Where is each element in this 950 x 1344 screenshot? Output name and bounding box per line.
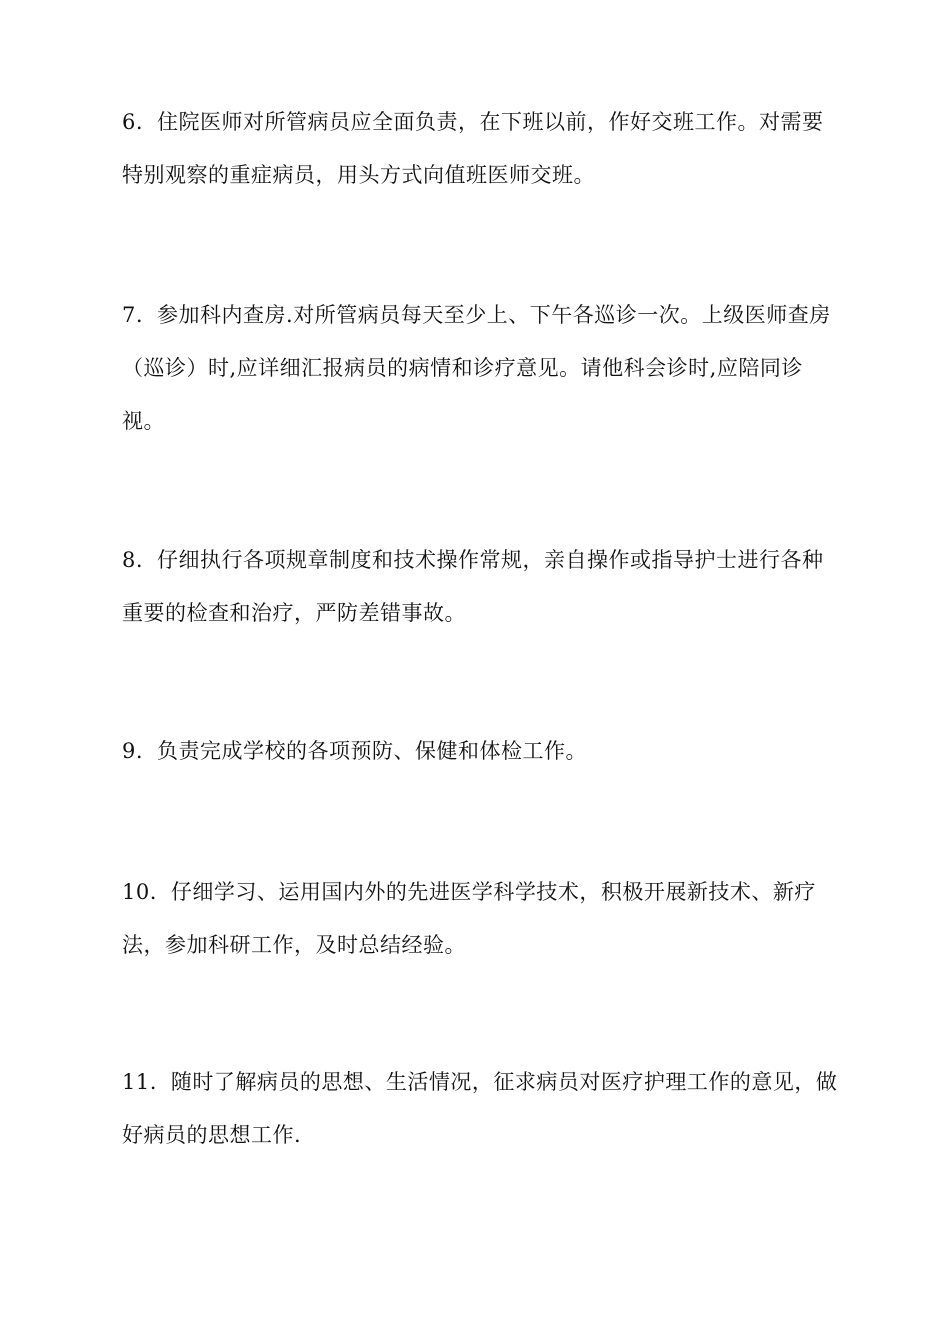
paragraph-number: 9.: [122, 739, 144, 763]
paragraph-text: 仔细执行各项规章制度和技术操作常规，亲自操作或指导护士进行各种重要的检查和治疗，严防差错事故。: [122, 548, 824, 625]
paragraph-10: [122, 866, 842, 972]
paragraph-6: [122, 96, 842, 202]
paragraph-number: 6.: [122, 110, 144, 134]
paragraph-8: [122, 534, 842, 640]
paragraph-text: 仔细学习、运用国内外的先进医学科学技术，积极开展新技术、新疗法，参加科研工作，及时总结经验。: [122, 880, 816, 957]
paragraph-7: [122, 289, 842, 448]
paragraph-number: 7.: [122, 303, 144, 327]
paragraph-number: 8.: [122, 548, 144, 572]
paragraph-text: 住院医师对所管病员应全面负责，在下班以前，作好交班工作。对需要特别观察的重症病员，用头方式向值班医师交班。: [122, 110, 824, 187]
paragraph-9: [122, 725, 842, 778]
paragraph-number: 11.: [122, 1070, 157, 1094]
paragraph-number: 10.: [122, 880, 157, 904]
paragraph-11: [122, 1056, 842, 1162]
paragraph-text: 参加科内查房.对所管病员每天至少上、下午各巡诊一次。上级医师查房（巡诊）时,应详细汇报病员的病情和诊疗意见。请他科会诊时,应陪同诊视。: [122, 303, 831, 433]
paragraph-text: 随时了解病员的思想、生活情况，征求病员对医疗护理工作的意见，做好病员的思想工作.: [122, 1070, 838, 1147]
paragraph-text: 负责完成学校的各项预防、保健和体检工作。: [157, 739, 588, 763]
